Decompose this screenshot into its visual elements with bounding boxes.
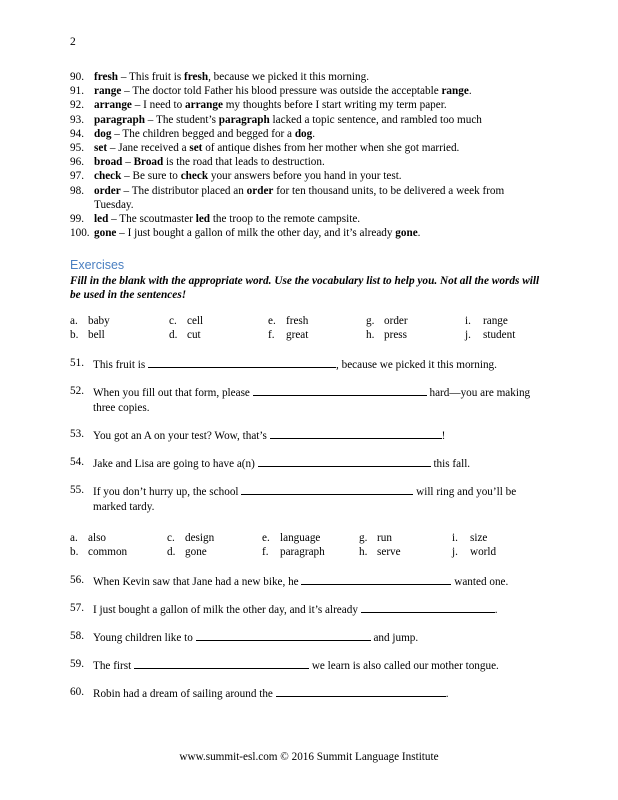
question-item — [70, 601, 540, 618]
question-text: If you don’t hurry up, the school — [93, 486, 242, 498]
vocab-word: order — [94, 184, 121, 197]
answer-blank[interactable] — [301, 573, 451, 585]
answer-blank[interactable] — [258, 455, 431, 467]
vocab-number: 96. — [70, 156, 84, 169]
question-number: 53. — [70, 428, 84, 440]
question-number: 58. — [70, 630, 84, 642]
vocab-item: 99. led – The scoutmaster led the troop to the remote campsite. — [70, 213, 361, 226]
question-item — [70, 685, 540, 702]
word-choice: a. baby — [70, 315, 110, 327]
answer-blank[interactable] — [148, 356, 336, 368]
question-text: I just bought a gallon of milk the other day, and it’s already — [93, 604, 361, 616]
vocab-word: led — [94, 213, 109, 226]
question-number: 56. — [70, 574, 84, 586]
question-item — [70, 483, 540, 514]
page-footer: www.summit-esl.com © 2016 Summit Language Institute — [179, 751, 439, 763]
vocab-word: check — [94, 170, 122, 183]
vocab-sentence-end: of antique dishes from her mother when she got married. — [202, 142, 460, 155]
vocab-number: 90. — [70, 71, 84, 83]
vocab-item: 97. check – Be sure to check your answers before you hand in your test. — [70, 170, 402, 183]
answer-blank[interactable] — [276, 685, 446, 697]
vocab-sentence-bold: paragraph — [218, 113, 270, 126]
vocab-sentence-bold: range — [441, 85, 469, 98]
question-text: wanted one. — [451, 576, 509, 588]
vocab-number: 93. — [70, 113, 84, 126]
vocab-sentence-bold: dog — [294, 127, 313, 140]
vocab-word: gone — [94, 227, 117, 240]
question-text: When Kevin saw that Jane had a new bike, he — [93, 576, 302, 588]
question-number: 57. — [70, 602, 84, 614]
vocab-item: 98. order – The distributor placed an order for ten thousand units, to be delivered a week from Tuesday. — [70, 184, 505, 211]
answer-blank[interactable] — [361, 601, 495, 613]
question-text: Jake and Lisa are going to have a(n) — [93, 458, 258, 470]
vocab-sentence-start: I need to — [143, 99, 186, 112]
question-number: 51. — [70, 357, 84, 369]
word-choice: i. range — [465, 315, 508, 327]
question-item — [70, 427, 540, 444]
word-choice: f. paragraph — [262, 546, 325, 558]
question-text: this fall. — [430, 458, 471, 470]
vocab-sentence-start: This fruit is — [129, 71, 185, 83]
vocab-number: 94. — [70, 127, 84, 140]
vocab-word: broad — [94, 156, 123, 169]
vocab-sentence-start: The children begged and begged for a — [122, 127, 295, 140]
vocab-sentence-end: , because we picked it this morning. — [208, 71, 370, 83]
vocab-sentence-start: The doctor told Father his blood pressure was outside the acceptable — [132, 85, 442, 98]
vocab-sentence-start: Be sure to — [132, 170, 181, 183]
vocab-sentence-start: The distributor placed an — [131, 184, 247, 197]
vocab-item: 91. range – The doctor told Father his blood pressure was outside the acceptable range. — [70, 85, 472, 98]
word-bank-1 — [70, 315, 540, 343]
exercises-heading: Exercises — [70, 258, 125, 272]
vocab-sentence-bold: gone — [395, 227, 418, 240]
vocab-number: 100. — [70, 227, 90, 240]
word-choice: j. world — [452, 546, 497, 558]
word-choice: c. cell — [169, 315, 204, 327]
question-number: 52. — [70, 385, 84, 397]
vocab-sentence-end: my thoughts before I start writing my term paper. — [222, 99, 447, 112]
answer-blank[interactable] — [134, 657, 309, 669]
question-text: . — [494, 604, 498, 616]
vocab-item: 93. paragraph – The student’s paragraph lacked a topic sentence, and rambled too much — [70, 113, 482, 126]
question-item — [70, 573, 540, 590]
word-bank-row — [70, 532, 540, 546]
vocab-word: paragraph — [94, 113, 145, 126]
question-text: Robin had a dream of sailing around the — [93, 688, 276, 700]
exercise-instructions: Fill in the blank with the appropriate word. Use the vocabulary list to help you. Not all the words will be used in the sentences! — [70, 275, 540, 301]
word-bank-row — [70, 315, 540, 329]
question-text: The first — [93, 660, 135, 672]
question-item — [70, 356, 540, 373]
question-text: You got an A on your test? Wow, that’s — [93, 430, 270, 442]
vocab-sentence-bold: led — [195, 213, 211, 226]
word-choice: h. press — [366, 329, 407, 341]
vocab-sentence-end: . — [312, 127, 316, 140]
vocab-sentence-end: . — [468, 85, 472, 98]
vocab-word: fresh — [94, 71, 119, 83]
answer-blank[interactable] — [196, 629, 371, 641]
question-text: and jump. — [370, 632, 419, 644]
vocab-number: 95. — [70, 142, 84, 155]
word-choice: f. great — [268, 329, 309, 341]
vocab-item: 92. arrange – I need to arrange my thoughts before I start writing my term paper. — [70, 99, 447, 112]
question-item — [70, 455, 540, 472]
word-choice: d. gone — [167, 546, 207, 558]
vocab-number: 99. — [70, 213, 84, 226]
vocab-sentence-bold: arrange — [185, 99, 223, 112]
vocab-sentence-start: Jane received a — [118, 142, 190, 155]
word-bank-row — [70, 546, 540, 560]
question-text: will ring and you’ll be marked tardy. — [93, 486, 517, 513]
answer-blank[interactable] — [270, 427, 442, 439]
vocab-sentence-end: is the road that leads to destruction. — [163, 156, 325, 169]
vocab-sentence-end: your answers before you hand in your test. — [208, 170, 402, 183]
vocab-number: 98. — [70, 184, 84, 197]
question-number: 54. — [70, 456, 84, 468]
vocab-item: 90. fresh – This fruit is fresh, because we picked it this morning. — [70, 71, 370, 83]
vocab-sentence-bold: check — [180, 170, 209, 183]
word-bank-row — [70, 329, 540, 343]
vocab-item: 100. gone – I just bought a gallon of milk the other day, and it’s already gone. — [70, 227, 421, 240]
vocab-item: 94. dog – The children begged and begged for a dog. — [70, 127, 316, 140]
vocab-number: 91. — [70, 85, 84, 98]
word-choice: e. fresh — [268, 315, 309, 327]
word-choice: b. common — [70, 546, 128, 558]
vocab-item: 95. set – Jane received a set of antique dishes from her mother when she got married. — [70, 142, 460, 155]
vocab-sentence-end: . — [417, 227, 421, 240]
question-text: we learn is also called our mother tongue. — [309, 660, 499, 672]
vocab-word: dog — [94, 127, 112, 140]
question-text: This fruit is — [93, 359, 149, 371]
question-number: 55. — [70, 484, 84, 496]
word-choice: a. also — [70, 532, 107, 544]
question-item — [70, 657, 540, 674]
question-text: Young children like to — [93, 632, 196, 644]
question-text: . — [445, 688, 449, 700]
vocab-number: 97. — [70, 170, 84, 183]
vocab-number: 92. — [70, 99, 84, 112]
page-number: 2 — [70, 36, 76, 48]
answer-blank[interactable] — [241, 483, 413, 495]
question-item — [70, 384, 540, 415]
word-choice: d. cut — [169, 329, 201, 341]
question-item — [70, 629, 540, 646]
vocab-sentence-start: The scoutmaster — [119, 213, 196, 226]
word-choice: i. size — [452, 532, 488, 544]
vocab-sentence-start: The student’s — [155, 113, 219, 126]
vocab-sentence-start: I just bought a gallon of milk the other day, and it’s already — [127, 227, 396, 240]
vocab-sentence-bold: Broad — [133, 156, 164, 169]
vocabulary-list — [70, 70, 540, 240]
word-choice: e. language — [262, 532, 321, 544]
vocab-sentence-bold: order — [246, 184, 274, 197]
question-text: ! — [441, 430, 446, 442]
word-choice: c. design — [167, 532, 215, 544]
question-text: hard—you are making three copies. — [93, 387, 531, 414]
question-text: When you fill out that form, please — [93, 387, 253, 399]
vocab-word: set — [94, 142, 108, 155]
word-choice: j. student — [465, 329, 516, 341]
vocab-sentence-end: the troop to the remote campsite. — [210, 213, 361, 226]
vocab-sentence-bold: fresh — [184, 71, 209, 83]
word-choice: g. order — [366, 315, 408, 327]
word-choice: g. run — [359, 532, 392, 544]
vocab-sentence-bold: set — [189, 142, 203, 155]
word-bank-2 — [70, 532, 540, 560]
vocab-word: range — [94, 85, 122, 98]
vocab-sentence-end: lacked a topic sentence, and rambled too much — [269, 113, 482, 126]
vocab-word: arrange — [94, 99, 132, 112]
question-number: 59. — [70, 658, 84, 670]
question-number: 60. — [70, 686, 84, 698]
word-choice: h. serve — [359, 546, 401, 558]
vocab-sentence-end: for ten thousand units, to be delivered a week from Tuesday. — [94, 184, 505, 211]
question-text: , because we picked it this morning. — [336, 359, 497, 371]
vocab-item: 96. broad – Broad is the road that leads to destruction. — [70, 156, 325, 169]
answer-blank[interactable] — [253, 384, 427, 396]
word-choice: b. bell — [70, 329, 105, 341]
